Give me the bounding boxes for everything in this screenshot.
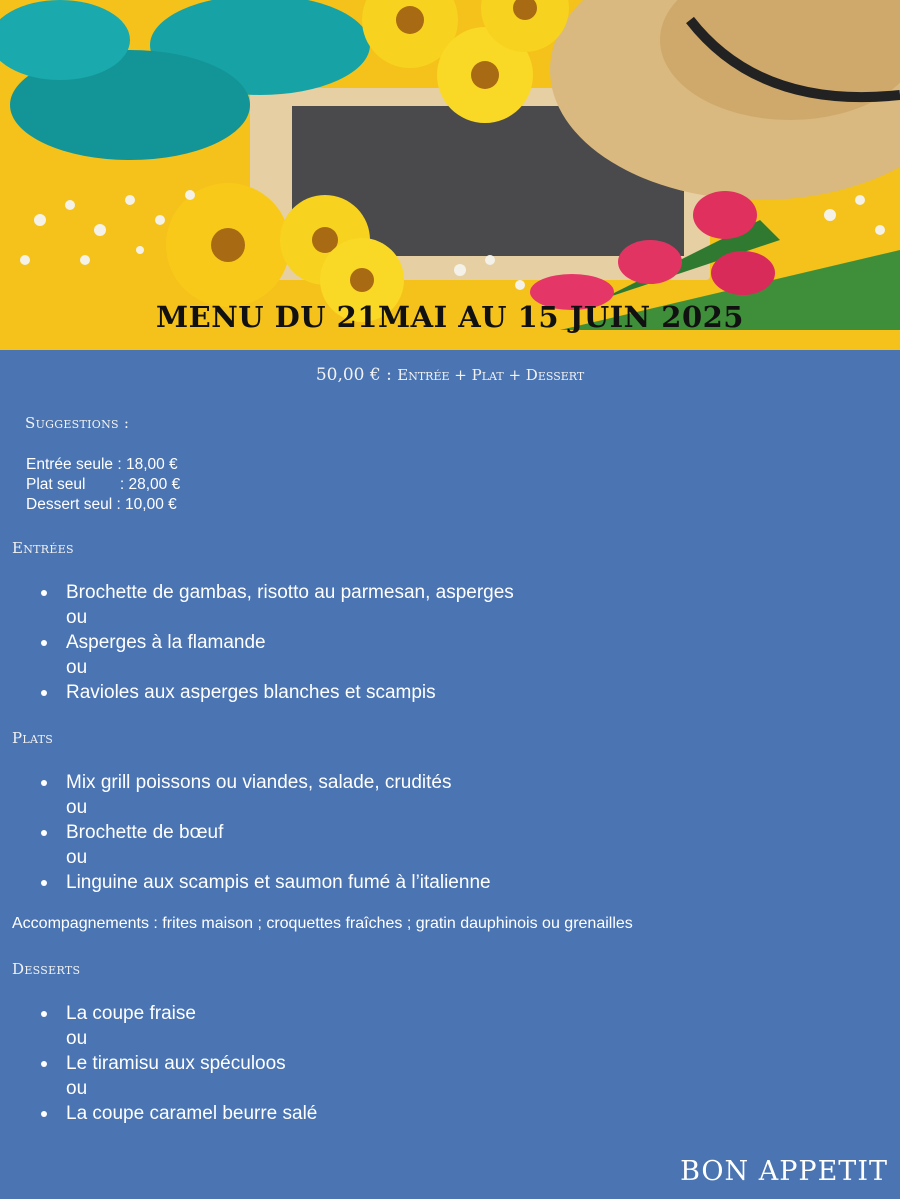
list-item: La coupe caramel beurre salé	[0, 1101, 317, 1126]
suggestion-line: Entrée seule : 18,00 €	[26, 456, 178, 473]
section-heading-entrees: Entrées	[12, 539, 74, 557]
list-item: ou	[66, 657, 88, 678]
list-item: ou	[66, 797, 88, 818]
list-item: Ravioles aux asperges blanches et scampis	[0, 680, 514, 705]
list-item: ou	[66, 1078, 88, 1099]
list-item: Mix grill poissons ou viandes, salade, crudités	[0, 770, 491, 795]
entrees-list	[0, 580, 514, 705]
price-amount: 50,00 €	[315, 365, 381, 385]
price-line	[0, 365, 900, 385]
list-item: Linguine aux scampis et saumon fumé à l’italienne	[0, 870, 491, 895]
price-formula: Entrée + Plat + Dessert	[397, 366, 585, 384]
list-item: ou	[66, 1028, 88, 1049]
menu-title: MENU DU 21MAI AU 15 JUIN 2025	[156, 300, 744, 334]
bon-appetit: BON APPETIT	[680, 1156, 888, 1187]
list-item: Brochette de gambas, risotto au parmesan, asperges	[0, 580, 514, 605]
plats-list	[0, 770, 491, 895]
accompaniments-note: Accompagnements : frites maison ; croquettes fraîches ; gratin dauphinois ou grenailles	[12, 915, 633, 932]
list-item: ou	[66, 607, 88, 628]
list-item: Asperges à la flamande	[0, 630, 514, 655]
suggestion-line: Plat seul : 28,00 €	[26, 476, 181, 493]
list-item: ou	[66, 847, 88, 868]
list-item: Brochette de bœuf	[0, 820, 491, 845]
menu-content	[0, 350, 900, 1199]
list-item: La coupe fraise	[0, 1001, 317, 1026]
hero-banner	[0, 0, 900, 350]
list-item: Le tiramisu aux spéculoos	[0, 1051, 317, 1076]
section-heading-plats: Plats	[12, 729, 54, 747]
suggestions-heading: Suggestions :	[25, 414, 130, 432]
section-heading-desserts: Desserts	[12, 960, 81, 978]
suggestion-line: Dessert seul : 10,00 €	[26, 496, 177, 513]
desserts-list	[0, 1001, 317, 1126]
hero-illustration	[0, 0, 900, 350]
price-separator: :	[380, 365, 398, 385]
